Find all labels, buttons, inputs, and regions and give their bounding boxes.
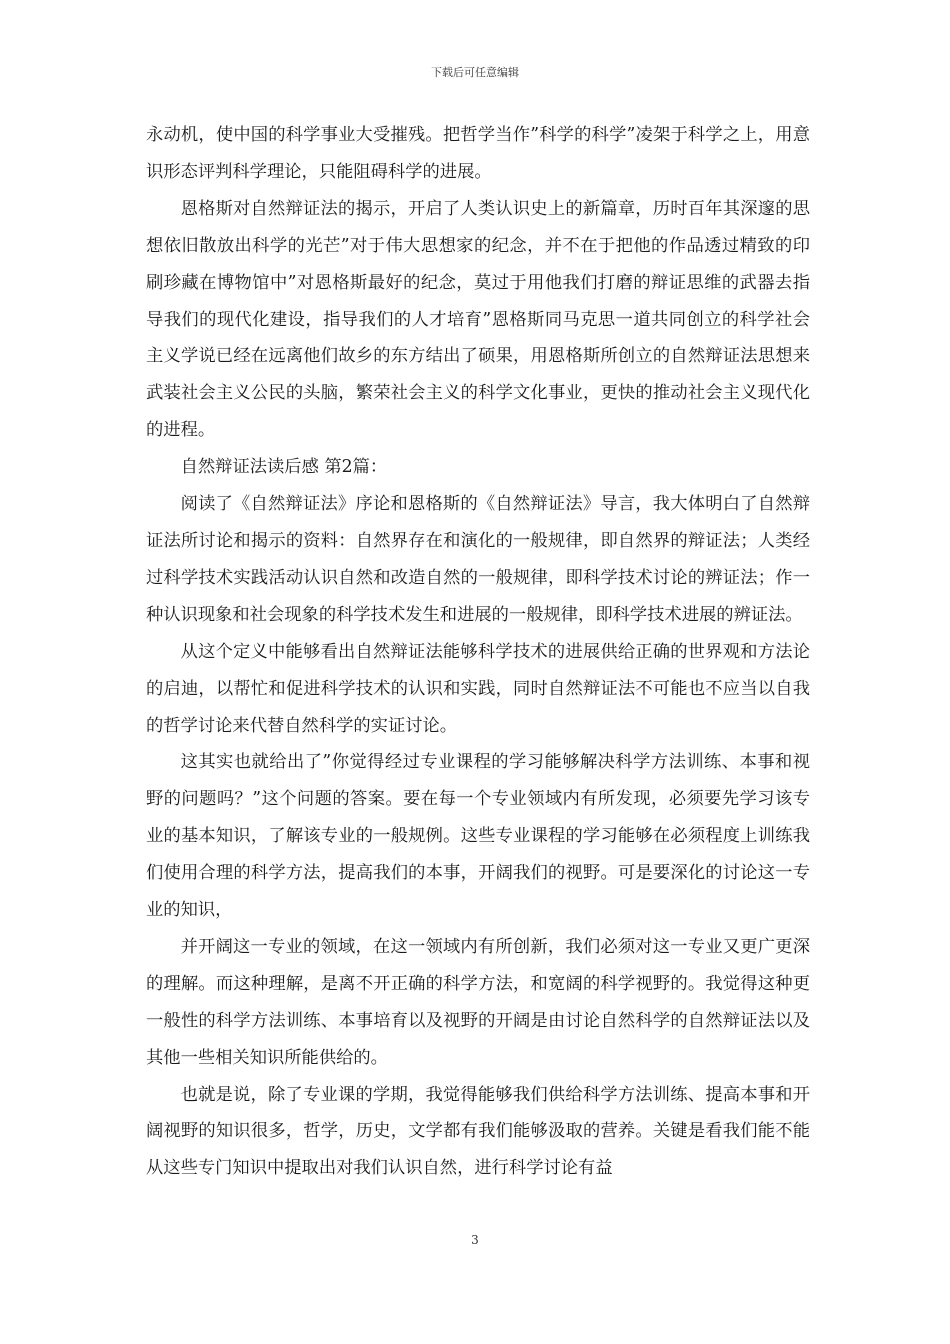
- paragraph: 从这个定义中能够看出自然辩证法能够科学技术的进展供给正确的世界观和方法论的启迪，以帮忙和促进科学技术的认识和实践，同时自然辩证法不可能也不应当以自我的哲学讨论来代替自然科学的实证讨论。: [146, 641, 810, 736]
- paragraph: 阅读了《自然辩证法》序论和恩格斯的《自然辩证法》导言，我大体明白了自然辩证法所讨论和揭示的资料：自然界存在和演化的一般规律，即自然界的辩证法；人类经过科学技术实践活动认识自然和改造自然的一般规律，即科学技术讨论的辨证法；作一种认识现象和社会现象的科学技术发生和进展的一般规律，即科学技术进展的辨证法。: [146, 494, 810, 625]
- document-body: [146, 117, 810, 1187]
- page-header: 下载后可任意编辑: [431, 66, 519, 79]
- section-heading: 自然辩证法读后感 第2篇：: [180, 457, 388, 478]
- paragraph: 也就是说，除了专业课的学期，我觉得能够我们供给科学方法训练、提高本事和开阔视野的知识很多，哲学，历史，文学都有我们能够汲取的营养。关键是看我们能不能从这些专门知识中提取出对我们认识自然，进行科学讨论有益: [146, 1084, 810, 1179]
- page-number: 3: [471, 1233, 479, 1247]
- paragraph: 永动机，使中国的科学事业大受摧残。把哲学当作”科学的科学”凌架于科学之上，用意识形态评判科学理论，只能阻碍科学的进展。: [146, 125, 810, 182]
- paragraph: 恩格斯对自然辩证法的揭示，开启了人类认识史上的新篇章，历时百年其深邃的思想依旧散放出科学的光芒”对于伟大思想家的纪念，并不在于把他的作品透过精致的印刷珍藏在博物馆中”对恩格斯最好的纪念，莫过于用他我们打磨的辩证思维的武器去指导我们的现代化建设，指导我们的人才培育”恩格斯同马克思一道共同创立的科学社会主义学说已经在远离他们故乡的东方结出了硕果，用恩格斯所创立的自然辩证法思想来武装社会主义公民的头脑，繁荣社会主义的科学文化事业，更快的推动社会主义现代化的进程。: [146, 198, 810, 441]
- paragraph: 这其实也就给出了”你觉得经过专业课程的学习能够解决科学方法训练、本事和视野的问题吗？”这个问题的答案。要在每一个专业领域内有所发现，必须要先学习该专业的基本知识，了解该专业的一般规例。这些专业课程的学习能够在必须程度上训练我们使用合理的科学方法，提高我们的本事，开阔我们的视野。可是要深化的讨论这一专业的知识，: [146, 752, 810, 921]
- paragraph: 并开阔这一专业的领域，在这一领域内有所创新，我们必须对这一专业又更广更深的理解。而这种理解，是离不开正确的科学方法，和宽阔的科学视野的。我觉得这种更一般性的科学方法训练、本事培育以及视野的开阔是由讨论自然科学的自然辩证法以及其他一些相关知识所能供给的。: [146, 936, 810, 1068]
